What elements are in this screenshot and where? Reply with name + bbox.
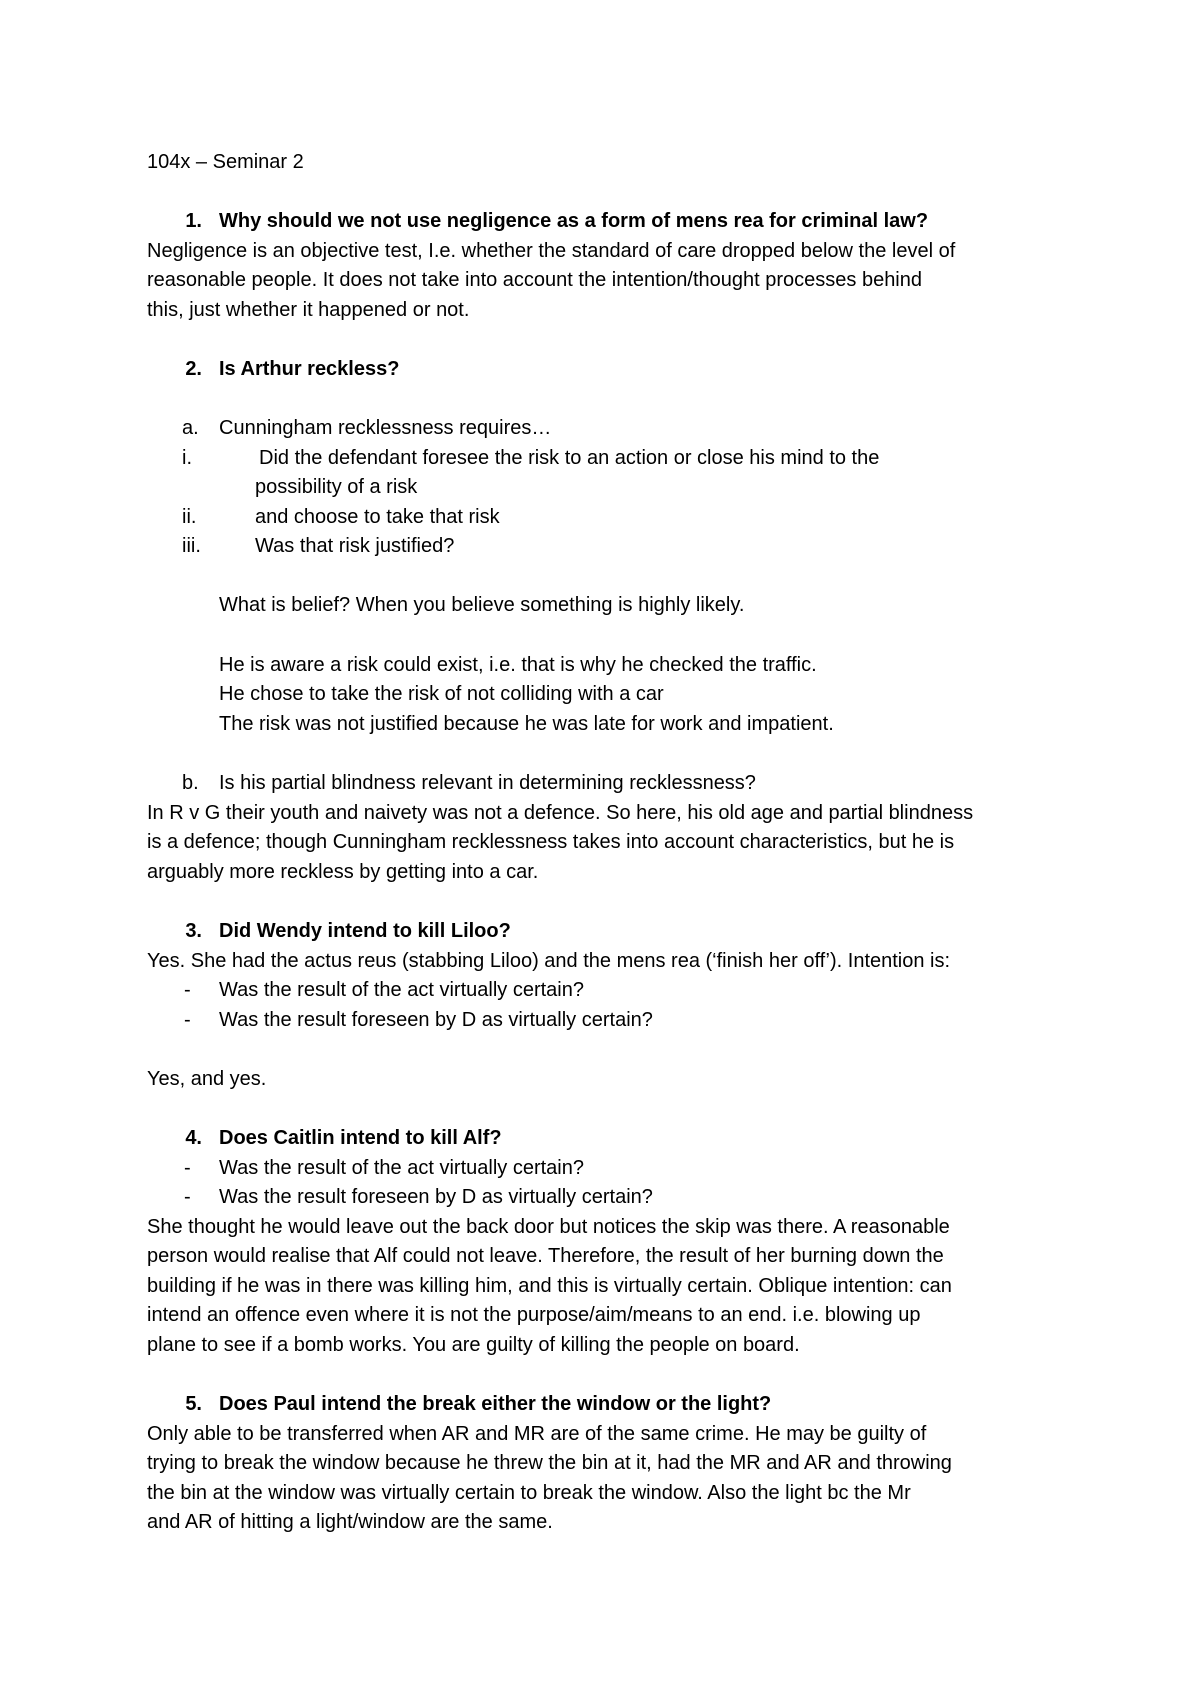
q2a-item-marker: iii. — [182, 535, 201, 557]
q2a-item-marker: ii. — [182, 506, 197, 528]
q3-bullet: Was the result foreseen by D as virtually certain? — [219, 1009, 653, 1031]
q2a-marker: a. — [182, 417, 199, 439]
q2a-item-text: and choose to take that risk — [255, 506, 500, 528]
q4-answer-line: building if he was in there was killing him, and this is virtually certain. Oblique intention: can — [147, 1275, 952, 1297]
q2a-item-text: possibility of a risk — [255, 476, 418, 498]
q3-conclusion: Yes, and yes. — [147, 1068, 267, 1090]
q4-answer-line: plane to see if a bomb works. You are guilty of killing the people on board. — [147, 1334, 800, 1356]
q2a-note: The risk was not justified because he was late for work and impatient. — [219, 713, 834, 735]
q4-answer-line: intend an offence even where it is not the purpose/aim/means to an end. i.e. blowing up — [147, 1304, 921, 1326]
q5-number: 5. — [185, 1393, 202, 1415]
q2-question: Is Arthur reckless? — [219, 358, 400, 380]
q2b-text: Is his partial blindness relevant in determining recklessness? — [219, 772, 756, 794]
q3-bullet-marker: - — [184, 1009, 191, 1031]
q2a-note: He is aware a risk could exist, i.e. that is why he checked the traffic. — [219, 654, 817, 676]
q4-bullet-marker: - — [184, 1157, 191, 1179]
q4-bullet: Was the result foreseen by D as virtually certain? — [219, 1186, 653, 1208]
q3-question: Did Wendy intend to kill Liloo? — [219, 920, 511, 942]
q3-bullet-marker: - — [184, 979, 191, 1001]
q4-bullet: Was the result of the act virtually certain? — [219, 1157, 584, 1179]
q2a-note: He chose to take the risk of not colliding with a car — [219, 683, 664, 705]
q2-number: 2. — [185, 358, 202, 380]
document-title: 104x – Seminar 2 — [147, 151, 304, 173]
q5-answer-line: Only able to be transferred when AR and MR are of the same crime. He may be guilty of — [147, 1423, 927, 1445]
q2b-marker: b. — [182, 772, 199, 794]
q2b-answer-line: In R v G their youth and naivety was not a defence. So here, his old age and partial blindness — [147, 802, 974, 824]
q1-answer-line: Negligence is an objective test, I.e. whether the standard of care dropped below the level of — [147, 240, 956, 262]
q1-answer-line: this, just whether it happened or not. — [147, 299, 470, 321]
q2b-answer-line: arguably more reckless by getting into a car. — [147, 861, 539, 883]
q2a-item-text: Was that risk justified? — [255, 535, 455, 557]
q4-bullet-marker: - — [184, 1186, 191, 1208]
q5-answer-line: and AR of hitting a light/window are the same. — [147, 1511, 553, 1533]
q3-bullet: Was the result of the act virtually certain? — [219, 979, 584, 1001]
q4-question: Does Caitlin intend to kill Alf? — [219, 1127, 502, 1149]
q2a-text: Cunningham recklessness requires… — [219, 417, 552, 439]
q2a-item-text: Did the defendant foresee the risk to an action or close his mind to the — [259, 447, 880, 469]
q5-answer-line: the bin at the window was virtually certain to break the window. Also the light bc the Mr — [147, 1482, 911, 1504]
q1-answer-line: reasonable people. It does not take into account the intention/thought processes behind — [147, 269, 922, 291]
q5-question: Does Paul intend the break either the window or the light? — [219, 1393, 772, 1415]
q4-number: 4. — [185, 1127, 202, 1149]
q2b-answer-line: is a defence; though Cunningham recklessness takes into account characteristics, but he is — [147, 831, 955, 853]
q1-number: 1. — [185, 210, 202, 232]
q3-answer: Yes. She had the actus reus (stabbing Liloo) and the mens rea (‘finish her off’). Intention is: — [147, 950, 951, 972]
q5-answer-line: trying to break the window because he threw the bin at it, had the MR and AR and throwing — [147, 1452, 952, 1474]
q4-answer-line: person would realise that Alf could not leave. Therefore, the result of her burning down the — [147, 1245, 944, 1267]
q3-number: 3. — [185, 920, 202, 942]
q4-answer-line: She thought he would leave out the back door but notices the skip was there. A reasonable — [147, 1216, 950, 1238]
q1-question: Why should we not use negligence as a form of mens rea for criminal law? — [219, 210, 929, 232]
q2a-belief: What is belief? When you believe something is highly likely. — [219, 594, 745, 616]
q2a-item-marker: i. — [182, 447, 192, 469]
